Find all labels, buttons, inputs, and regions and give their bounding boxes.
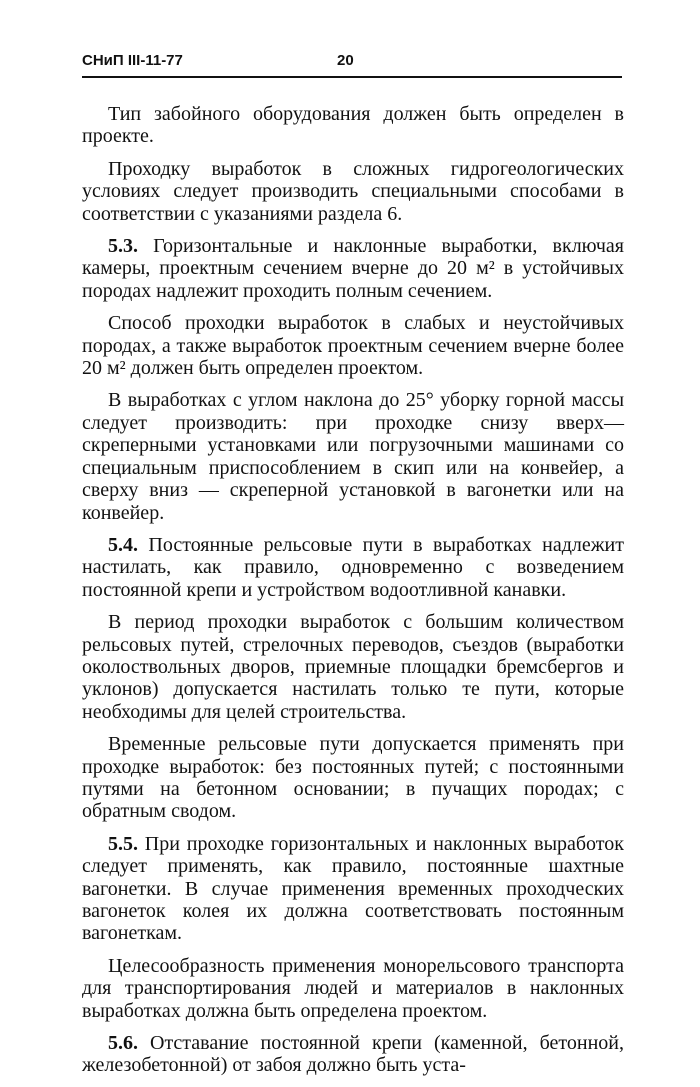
page-header — [82, 50, 622, 78]
paragraph — [82, 1032, 624, 1077]
paragraph — [82, 833, 624, 945]
paragraph: В выработках с углом наклона до 25° уборку горной массы следует производить: при проходке снизу вверх— скреперными установками или погрузочными машинами со специальным приспособлением в скип или на конвейер, а сверху вниз — скреперной установкой в вагонетки или на конвейер. — [82, 389, 624, 524]
page-number: 20 — [337, 52, 354, 69]
section-number: 5.4. — [108, 533, 138, 556]
paragraph: Тип забойного оборудования должен быть определен в проекте. — [82, 103, 624, 148]
section-number: 5.3. — [108, 235, 138, 258]
paragraph: Проходку выработок в сложных гидрогеологических условиях следует производить специальными способами в соответствии с указаниями раздела 6. — [82, 157, 624, 225]
document-code: СНиП III-11-77 — [82, 52, 183, 69]
paragraph — [82, 235, 624, 302]
section-number: 5.5. — [108, 832, 138, 855]
paragraph: Способ проходки выработок в слабых и неустойчивых породах, а также выработок проектным сечением вчерне более 20 м² должен быть определен проектом. — [82, 312, 624, 380]
paragraph: В период проходки выработок с большим количеством рельсовых путей, стрелочных переводов, съездов (выработки околоствольных дворов, приемные площадки бремсбергов и уклонов) допускается настилать только те пути, которые необходимы для целей строительства. — [82, 611, 624, 723]
paragraph-text: Постоянные рельсовые пути в выработках надлежит настилать, как правило, одновременно с возведением постоянной крепи и устройством водоотливной канавки. — [82, 533, 624, 601]
paragraph: Временные рельсовые пути допускается применять при проходке выработок: без постоянных путей; с постоянными путями на бетонном основании; в пучащих породах; с обратным сводом. — [82, 733, 624, 823]
paragraph — [82, 534, 624, 601]
paragraph-text: Горизонтальные и наклонные выработки, включая камеры, проектным сечением вчерне до 20 м² в устойчивых породах надлежит проходить полным сечением. — [82, 235, 624, 302]
paragraph-text: Отставание постоянной крепи (каменной, бетонной, железобетонной) от забоя должно быть уста- — [82, 1032, 624, 1077]
document-body — [82, 103, 624, 1087]
paragraph-text: При проходке горизонтальных и наклонных выработок следует применять, как правило, постоянные шахтные вагонетки. В случае применения временных проходческих вагонеток колея их должна соответствовать постоянным вагонеткам. — [82, 832, 624, 945]
section-number: 5.6. — [108, 1032, 138, 1055]
paragraph: Целесообразность применения монорельсового транспорта для транспортирования людей и материалов в наклонных выработках должна быть определена проектом. — [82, 954, 624, 1022]
